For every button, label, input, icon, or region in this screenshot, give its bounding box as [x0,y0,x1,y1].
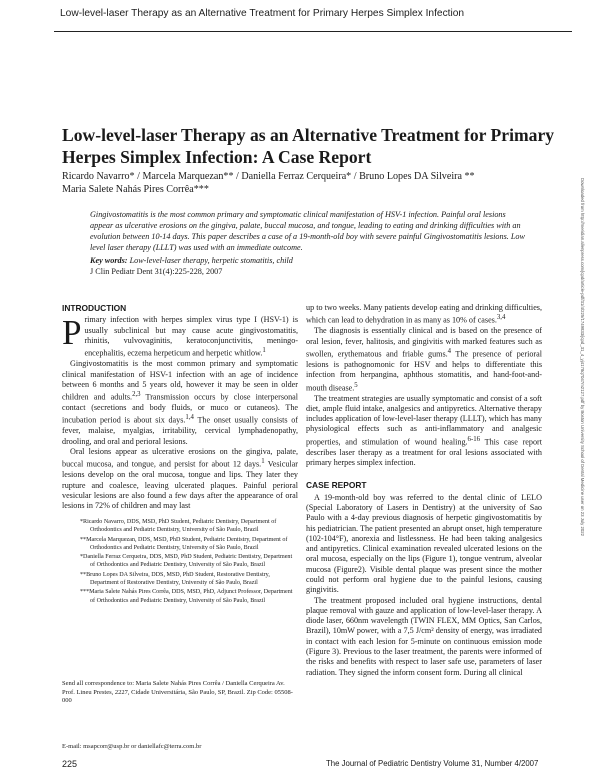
running-header: Low-level-laser Therapy as an Alternative Treatment for Primary Herpes Simplex Infection [60,8,465,19]
left-column [62,303,298,512]
paragraph: The treatment strategies are usually symptomatic and consist of a soft diet, ample fluid intake, analgesics and antipyretics. Alternative therapy includes application of low-level-laser therapy (LLLT), which has many physiological effects such as anti-inflammatory and analgesic properties, and stimulation of wound healing.$^{6-16}$ This case report describes laser therapy as a treatment for oral lesions associated with primary herpes simplex infection. [306,393,542,468]
article-title: Low-level-laser Therapy as an Alternative Treatment for Primary Herpes Simplex Infection: A Case Report [62,125,555,167]
paragraph: The treatment proposed included oral hygiene instructions, dental plaque removal with gauze and application of low-level-laser therapy. A diode laser, 660nm wavelength (TWIN FLEX, MM Optics, San Carlos, Brazil), 10mW power, with a 7,5 J/cm² density of energy, was irradiated in contact with each lesion for 5-minute on continuous emission mode (Figure 3). Previous to the laser treatment, the parents were informed of the risks and benefits with respect to laser safe use, parameters of laser radiation. They signed the inform consent form. During all clinical [306,595,542,677]
paragraph: up to two weeks. Many patients develop eating and drinking difficulties, which can lead to dehydration in as many as 10% of cases.$^{3,4}$ [306,303,542,326]
header-rule [54,31,572,32]
page-number: 225 [62,759,78,769]
right-column [306,303,542,678]
download-watermark-text: Downloaded from http://meridian.allenpress.com/jcpd/article-pdf/31/4/225/1749833/jcpd_31_4_yj4178q7047m2127.pdf by Boston University School of Dental Medicine user on 23 July 2022 [580,178,585,537]
section-heading-introduction: INTRODUCTION [62,303,127,313]
affiliation-item: **Marcela Marquezan, DDS, MSD, PhD Student, Pediatric Dentistry, Department of Orthodontics and Pediatric Dentistry, University of São Paulo, Brazil [80,536,288,551]
paragraph: Gingivostomatitis is the most common primary and symptomatic clinical manifestation of HSV-1 infection with an age of incidence between 6 months and 5 years old, however it may be seen in older children and adults.$^{2,3}$ Transmission occurs by close interpersonal contact (secretions and body fluids, or muco or cutaneos). The incubation period is about six days.$^{1,4}$ The onset usually consists of fever, malaise, myalgias, irritability, cervical lymphadenopathy, drooling, and oral and perioral lesions. [62,359,298,446]
affiliations [80,518,294,606]
keywords [90,255,530,266]
email-line: E-mail: msapcorr@usp.br or daniellafc@terra.com.br [62,743,202,750]
paragraph: The diagnosis is essentially clinical and is based on the presence of oral lesion, fever, halitosis, and gingivitis with marked features such as swollen, erythematous and friable gums.$^4$ The presence of perioral lesions is pathognomonic for HSV and helps to differentiate this infection from herpangina, aphthous stomatitis, and hand-foot-and-mouth disease.$^5$ [306,326,542,393]
paragraph: Primary infection with herpes simplex virus type I (HSV-1) is usually subclinical but may cause acute gingivostomatitis, rhinitis, vulvovaginitis, keratoconjunctivitis, meningo-encephalitis, eczema herpeticum and herpetic whitlow.$^1$ [62,313,298,358]
citation: J Clin Pediatr Dent 31(4):225-228, 2007 [90,267,223,276]
drop-cap: P [62,313,82,353]
abstract-text: Gingivostomatitis is the most common primary and symptomatic clinical manifestation of HSV-1 infection. Painful oral lesions appear as ulcerative erosions on the gingiva, palate, buccal mucosa, and tongue, leading to eating and drinking difficulties with an evolution between 10-14 days. This paper describes a case of a 19-month-old boy with severe painful Gingivostomatitis lesions. Low level laser therapy (LLLT) was used with an immediate outcome. [90,210,525,252]
keywords-label: Key words: [90,256,128,265]
affiliation-item: ***Maria Salete Nahás Pires Corrêa, DDS, MSD, PhD, Adjunct Professor, Department of Orthodontics and Pediatric Dentistry, University of São Paulo, Brazil [80,589,293,604]
paragraph: A 19-month-old boy was referred to the dental clinic of LELO (Special Laboratory of Lasers in Dentistry) at the university of Sao Paulo with a 4-day previous diagnosis of herpetic gingivostomatitis by his pediatrician. The patient presented an abrupt onset, high temperature (102-104°F), anorexia and listlessness. He had been taking analgesics and antipyretics. Clinical examination revealed ulcerated lesions on the oral mucosa, especially on the lips (Figure 1), tongue ventrum, alveolar mucosa (Figure2). Visible dental plaque was present since the mother could not perform oral hygiene due to the painful lesions, causing gingivitis. [306,492,542,595]
keywords-text: Low-level-laser therapy, herpetic stomatitis, child [129,256,293,265]
section-heading-case-report: CASE REPORT [306,480,367,491]
affiliation-item: **Bruno Lopes DA Silveira, DDS, MSD, PhD Student, Restorative Dentistry, Department of Restorative Dentistry, University of São Paulo, Brazil [80,571,270,587]
correspondence: Send all correspondence to: Maria Salete Nahás Pires Corrêa / Daniella Cerqueira Av. Prof. Lineu Prestes, 2227, Cidade Universitária, São Paulo, SP, Brazil. Zip Code: 05508-000 [62,680,293,705]
affiliation-item: *Ricardo Navarro, DDS, MSD, PhD Student, Pediatric Dentistry, Department of Orthodontics and Pediatric Dentistry, University of São Paulo, Brazil [80,519,277,534]
author-list: Ricardo Navarro* / Marcela Marquezan** / Daniella Ferraz Cerqueira* / Bruno Lopes DA Silveira ** Maria Salete Nahás Pires Corrêa*** [62,171,475,195]
affiliation-item: *Daniella Ferraz Cerqueira, DDS, MSD, PhD Student, Pediatric Dentistry, Department of Orthodontics and Pediatric Dentistry, University of São Paulo, Brazil [80,554,293,569]
abstract [90,209,530,277]
download-watermark [574,178,586,593]
journal-footer: The Journal of Pediatric Dentistry Volume 31, Number 4/2007 [326,759,539,768]
paragraph: Oral lesions appear as ulcerative erosions on the gingiva, palate, buccal mucosa, and tongue, and persist for about 12 days.$^1$ Vesicular lesions develop on the oral mucosa, tongue and lips. They later they rupture and coalesce, leaving ulcerated plaques. Painful perioral vesicular lesions are also found a few days after the appearance of oral lesions in 72% of children and may last [62,447,298,511]
